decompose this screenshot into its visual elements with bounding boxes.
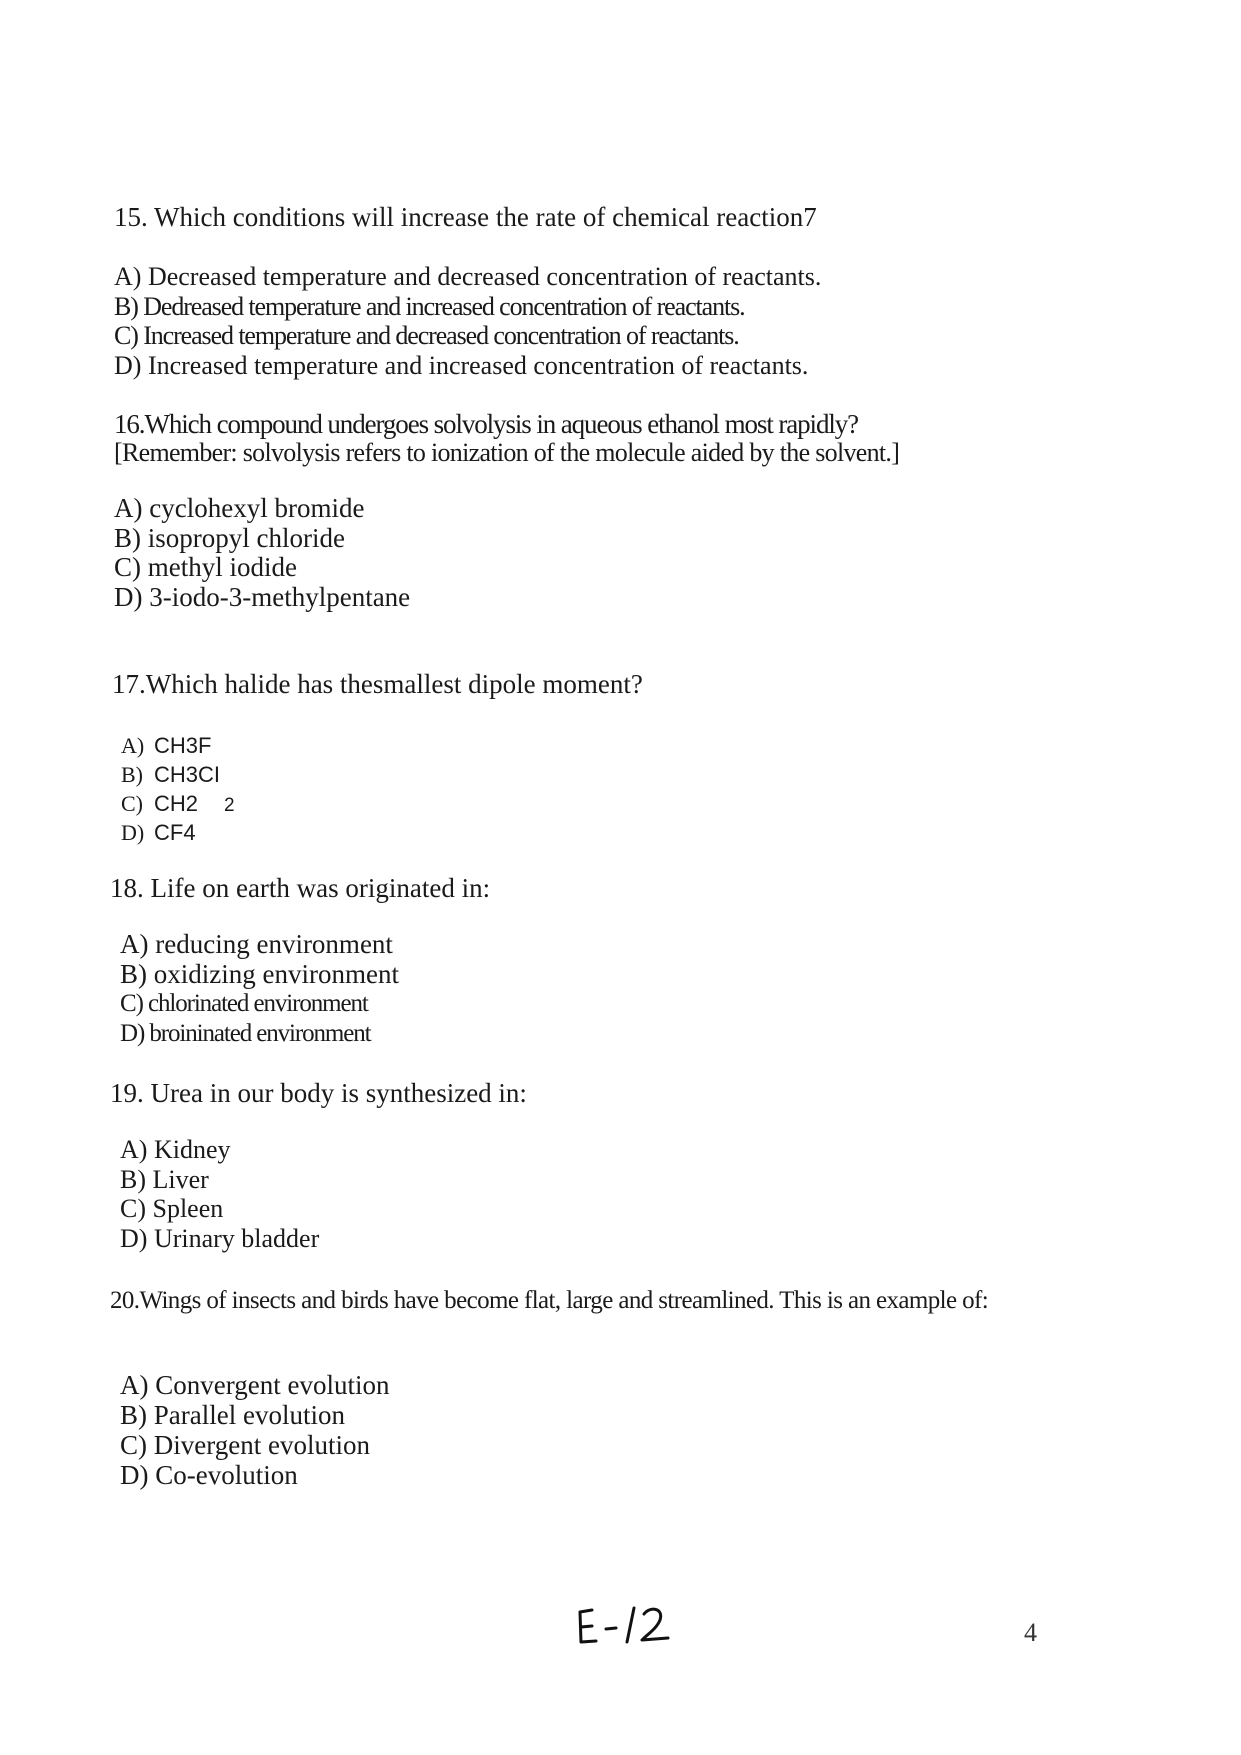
question-20 <box>110 1287 1030 1314</box>
option-b: B) Dedreased temperature and increased concentration of reactants. <box>114 291 745 321</box>
option-b: B) oxidizing environment <box>120 958 399 989</box>
question-17-options <box>121 731 235 847</box>
question-text: Which compound undergoes solvolysis in aqueous ethanol most rapidly? <box>144 409 859 439</box>
question-17 <box>112 670 643 699</box>
option-d: D) Co-evolution <box>120 1460 298 1490</box>
option-d: D) CF4 <box>121 820 196 845</box>
question-text: Which halide has thesmallest dipole moment? <box>145 669 643 699</box>
question-19 <box>110 1079 527 1108</box>
question-number: 16. <box>114 409 145 439</box>
option-a: A) Decreased temperature and decreased concentration of reactants. <box>114 262 822 291</box>
option-b: B) CH3CI <box>121 762 221 787</box>
question-16 <box>114 410 858 439</box>
option-c: C) Spleen <box>120 1194 224 1223</box>
option-a: A) Convergent evolution <box>120 1370 390 1400</box>
option-c: C) chlorinated environment <box>120 990 368 1017</box>
option-a: A) Kidney <box>120 1135 231 1164</box>
option-d: D) broininated environment <box>120 1019 371 1047</box>
question-text: Which conditions will increase the rate of chemical reaction7 <box>154 202 817 232</box>
option-c-extra: 2 <box>224 795 235 816</box>
option-c: C) CH2 2 <box>121 791 235 816</box>
option-d: D) 3-iodo-3-methylpentane <box>114 581 411 612</box>
question-16-note: [Remember: solvolysis refers to ionization of the molecule aided by the solvent.] <box>114 438 900 467</box>
option-b: B) Liver <box>120 1164 209 1194</box>
question-number: 17. <box>112 669 146 699</box>
option-d: D) Increased temperature and increased concentration of reactants. <box>114 350 809 380</box>
question-18 <box>110 874 490 903</box>
question-number: 20. <box>110 1287 140 1314</box>
question-number: 19. <box>110 1078 144 1108</box>
question-16-options <box>114 494 410 612</box>
question-number: 18. <box>110 873 144 903</box>
option-c: C) Divergent evolution <box>120 1430 370 1460</box>
option-b: B) Parallel evolution <box>120 1400 345 1430</box>
option-c: C) Increased temperature and decreased concentration of reactants. <box>114 321 739 350</box>
handwritten-code-mark <box>572 1600 682 1650</box>
question-19-options <box>120 1135 319 1253</box>
question-text: Life on earth was originated in: <box>150 873 491 903</box>
option-d: D) Urinary bladder <box>120 1223 320 1253</box>
question-text: Urea in our body is synthesized in: <box>150 1078 527 1108</box>
option-b: B) isopropyl chloride <box>114 522 345 553</box>
question-text: Wings of insects and birds have become flat, large and streamlined. This is an example of: <box>139 1287 989 1314</box>
page-number: 4 <box>1024 1618 1037 1647</box>
option-c: C) methyl iodide <box>114 552 297 582</box>
option-a: A) cyclohexyl bromide <box>114 493 365 523</box>
question-number: 15. <box>114 202 148 232</box>
option-a: A) reducing environment <box>120 929 393 959</box>
question-18-options <box>120 930 399 1048</box>
question-15-options <box>114 262 821 380</box>
option-a: A) CH3F <box>121 733 212 758</box>
question-15 <box>114 203 817 232</box>
question-20-options <box>120 1370 389 1490</box>
